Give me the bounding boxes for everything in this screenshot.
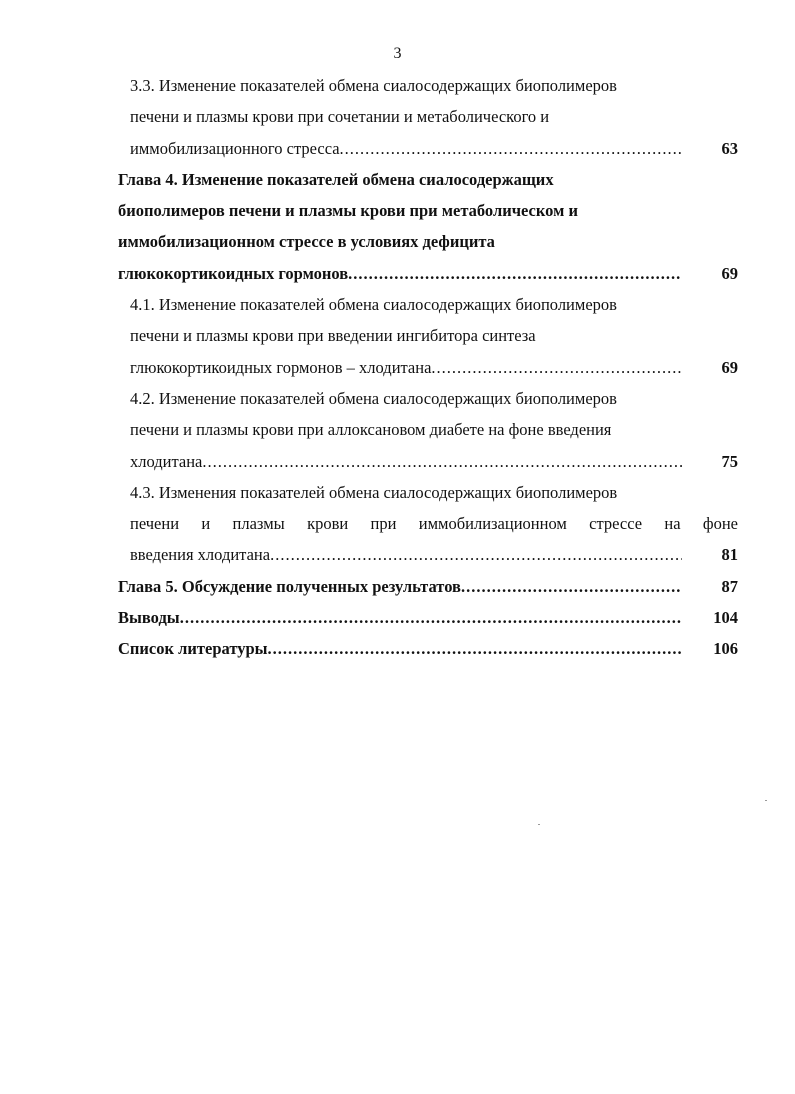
toc-entry-chapter-5 (118, 571, 738, 602)
page-reference: 104 (713, 608, 738, 628)
toc-entry-line: печени и плазмы крови при сочетании и метаболического и (130, 107, 550, 127)
toc-entry-line: Выводы (118, 608, 180, 628)
toc-entry-conclusions (118, 602, 738, 633)
toc-entry-line: 4.3. Изменения показателей обмена сиалосодержащих биополимеров (130, 482, 618, 502)
toc-entry-4-3 (118, 477, 738, 571)
toc-entry-line: Глава 4. Изменение показателей обмена сиалосодержащих (118, 169, 554, 189)
toc-entry-line: иммобилизационном стрессе в условиях дефицита (118, 232, 495, 252)
toc-entry-line: Список литературы (118, 639, 268, 659)
dot-leader (268, 633, 682, 664)
toc-entry-3-3 (118, 70, 738, 164)
dot-leader (202, 446, 682, 477)
page-reference: 106 (713, 639, 738, 659)
page-reference: 75 (721, 451, 738, 471)
dot-leader (431, 352, 682, 383)
table-of-contents (118, 70, 738, 665)
page-reference: 69 (721, 263, 738, 283)
dot-leader (348, 258, 682, 289)
toc-entry-line: глюкокортикоидных гормонов – хлодитана (130, 357, 432, 377)
toc-entry-line: хлодитана (130, 451, 203, 471)
page-number: 3 (393, 45, 402, 62)
toc-entry-line: 4.1. Изменение показателей обмена сиалосодержащих биополимеров (130, 295, 617, 315)
toc-entry-line: Глава 5. Обсуждение полученных результатов (118, 576, 461, 596)
toc-entry-line: печени и плазмы крови при введении ингибитора синтеза (130, 326, 536, 346)
toc-entry-line: 3.3. Изменение показателей обмена сиалосодержащих биополимеров (130, 76, 617, 95)
toc-entry-line: печени и плазмы крови при иммобилизационном стрессе на фоне (130, 514, 738, 534)
dot-leader (180, 602, 682, 633)
scan-speck (538, 824, 540, 825)
toc-entry-line: печени и плазмы крови при аллоксановом диабете на фоне введения (130, 420, 612, 440)
page-reference: 69 (721, 357, 738, 377)
toc-entry-line: иммобилизационного стресса (130, 138, 340, 158)
page-reference: 81 (721, 545, 738, 565)
toc-entry-line: биополимеров печени и плазмы крови при метаболическом и (118, 201, 578, 221)
page-reference: 87 (721, 576, 738, 596)
toc-entry-line: введения хлодитана (130, 545, 271, 565)
toc-entry-line: 4.2. Изменение показателей обмена сиалосодержащих биополимеров (130, 388, 617, 408)
dot-leader (340, 133, 682, 164)
toc-entry-chapter-4 (118, 164, 738, 289)
toc-entry-references (118, 633, 738, 664)
toc-entry-line: глюкокортикоидных гормонов (118, 263, 349, 283)
dot-leader (270, 539, 682, 570)
page-reference: 63 (721, 138, 738, 158)
dot-leader (461, 571, 682, 602)
scan-speck (765, 800, 767, 801)
toc-entry-4-2 (118, 383, 738, 477)
toc-entry-4-1 (118, 289, 738, 383)
